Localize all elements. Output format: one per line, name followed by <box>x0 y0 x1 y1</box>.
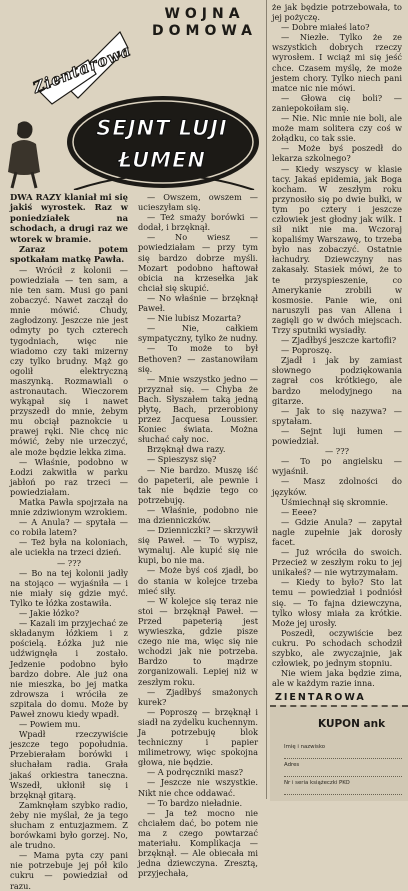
paragraph: — Jakie łóżko? <box>19 608 80 619</box>
paragraph: — Poproszę. <box>281 345 332 356</box>
article-title-line-1: SEJNT LUJI <box>96 116 228 140</box>
article-title-line-2: ŁUMEN <box>118 148 206 172</box>
paragraph: — W kolejce się teraz nie stoi — brzęknął Paweł. — Przed papeterią jest wywieszka, gdzie pisze czego nie ma, więc się nie wchodzi jak nie potrzeba. Bardzo to mądrze zorganizowali. Lepiej niż w zeszłym roku. <box>138 595 258 687</box>
author-signature: ZIENTAROWA <box>275 692 366 703</box>
paragraph: — Nie bardzo. Muszę iść do papeterii, ale pewnie i tak nie będzie tego co potrzebuję. <box>138 464 258 505</box>
paragraph: — Nie, całkiem sympatyczny, tylko że nudny. <box>138 323 258 344</box>
paragraph: — Dobre miałeś lato? <box>281 22 370 33</box>
paragraph: — To bardzo nieładnie. <box>147 797 243 808</box>
paragraph: — ??? <box>325 446 349 457</box>
paragraph: Uśmiechnął się skromnie. <box>281 496 388 507</box>
article-header <box>0 0 262 190</box>
coupon-book-field[interactable] <box>284 780 402 795</box>
series-title-line-1: WOJNA <box>164 6 245 22</box>
paragraph: — Też smaży borówki — dodał, i brzęknął. <box>138 212 258 233</box>
paragraph: Poszedł, oczywiście bez cukru. Po schodach schodził szybko, ale zwyczajnie, jak człowiek, po jednym stopniu. <box>272 627 402 669</box>
paragraph: — No właśnie — brzęknął Paweł. <box>138 292 258 314</box>
paragraph: — Eeee? <box>281 506 317 517</box>
paragraph: — Jak to się nazywa? — spytałam. <box>272 405 402 426</box>
paragraph: — Owszem, owszem — ucieszyłam się. <box>138 192 258 213</box>
coupon-address-field[interactable] <box>284 762 402 777</box>
paragraph: — Powiem mu. <box>19 719 81 730</box>
coupon-name-label: Imię i nazwisko <box>284 744 326 750</box>
coupon-name-line <box>284 751 402 759</box>
paragraph: — Wrócił z kolonii — powiedziała — ten sam, a nie ten sam. Musi go pani zobaczyć. Nawet zaczął do mnie mówić. Chudy, zagłodzony. Jeszcze nie jest odmyty po tych czterech tygodniach, więc nie wiadomo czy taki mizerny czy tylko brudny. Mąż go ogolił elektryczną maszynką. Rozmawiali o astronautach. Wieczorem wykąpał się i nawet przyszedł do mnie, żebym mu obciął paznokcie u prawej ręki. Nie chcę nic mówić, żeby nie urzeczyć, ale może będzie lekka zima. <box>10 264 128 457</box>
paragraph: Zjadł i jak by zamiast słownego podziękowania zagrał cos krótkiego, ale bardzo melodyjnego na gitarze. <box>272 355 402 406</box>
column-divider <box>266 0 267 799</box>
paragraph: — Jeszcze nie wszystkie. Nikt nie chce oddawać. <box>138 777 258 798</box>
paragraph: Wpadł rzeczywiście jeszcze tego popołudnia. Przebierałam borówki i słuchałam radia. Grała jakaś orkiestra taneczna. Wszedł, ukłonił się i brzęknął gitarą. <box>10 729 128 800</box>
paragraph: — Masz zdolności do języków. <box>272 476 402 497</box>
paragraph: — Kiedy to było? Sto lat temu — powiedział i podniósł się. — To fajna dziewczyna, tylko włosy miała za krótkie. Może jej urosły. <box>272 577 402 628</box>
paragraph: — Głowa cię boli? — zaniepokoiłam się. <box>272 92 402 113</box>
paragraph: Zamknęłam szybko radio, żeby nie myślał, że ja tego słucham z entuzjazmem. Z borówkami było gorzej. No, ale trudno. <box>10 799 128 851</box>
paragraph: — Niezłe. Tylko że ze wszystkich dobrych rzeczy wyrosłem. I wciąż mi się jeść chce. Czasem myślę, że może jestem chory. Tylko niech pani matce nic nie mówi. <box>272 32 402 93</box>
paragraph: Matka Pawła spojrzała na mnie zdziwionym wzrokiem. <box>10 497 128 518</box>
coupon-book-line <box>284 787 402 795</box>
coupon-address-line <box>284 769 402 777</box>
paragraph: — Mama pyta czy pani nie potrzebuje jej pół kilo cukru — powiedział od razu. <box>10 850 128 891</box>
paragraph: — To po angielsku — wyjaśnił. <box>272 456 402 477</box>
paragraph: — ??? <box>57 557 81 568</box>
series-title-line-2: DOMOWA <box>152 23 258 39</box>
article-title <box>92 112 232 176</box>
column-2 <box>138 192 258 878</box>
paragraph: — Kiedy wszyscy w klasie tacy. Jakaś epidemia, jak Boga kocham. W zeszłym roku przynosiło się po dwie bułki, w tym po cztery i jeszcze człowiek jest głodny jak wilk. I sił nikt nie ma. Wczoraj kopaliśmy Warszawę, to trzeba było nas zobaczyć. Ostatnie łachudry. Dziewczyny nas zakasały. Stasiek mówi, że to te przyspieszenie, co Amerykanie zrobili w kosmosie. Panie wie, oni naruszyli pas van Allena i zagięli go w dwóch miejscach. Trzy sputniki wysiadły. <box>272 163 402 335</box>
paragraph: — A podręczniki masz? <box>147 767 243 778</box>
paragraph: — Też była na koloniach, ale uciekła na trzeci dzień. <box>10 537 128 558</box>
paragraph: Nie wiem jaka będzie zima, ale w każdym razie inna. <box>272 668 402 689</box>
paragraph: Brzęknął dwa razy. <box>147 444 226 455</box>
paragraph: — Nie. Nic mnie nie boli, ale może mam solitera czy coś w żołądku, co tak ssie. <box>272 113 402 144</box>
paragraph: — Właśnie, podobno w Łodzi zakwitła w parku jabłoń po raz trzeci — powiedziałam. <box>10 456 128 497</box>
paragraph: — Zjadłbyś jeszcze kartofli? <box>281 335 397 346</box>
paragraph: — Bo na tej kolonii jadły na stojąco — wyjaśniła — i nie miały się gdzie myć. Tylko te łóżka zostawiła. <box>10 567 128 608</box>
paragraph: — A Anula? — spytała — co robiła latem? <box>10 517 128 538</box>
column-1-body <box>10 265 128 891</box>
coupon-address-label: Adres <box>284 762 300 768</box>
lead-subparagraph: Zaraz potem spotkałam matkę Pawła. <box>10 244 128 265</box>
paragraph: — Dzienniczki? — skrzywił się Paweł. — To wypisz, wymaluj. Ale kupić się nie kupi, bo nie ma. <box>138 525 258 566</box>
coupon-book-label: Nr i seria książeczki PKO <box>284 780 350 786</box>
series-label: Zientarowa <box>30 41 134 97</box>
paragraph: — Właśnie, podobno nie ma dzienniczków. <box>138 504 258 525</box>
column-1 <box>10 192 128 891</box>
paragraph: — No wiesz — powiedziałam — przy tym się bardzo dobrze myśli. Mozart podobno haftował obicia na krzesełka jak chciał się skupić. <box>138 232 258 293</box>
paragraph: — Zjadłbyś smażonych kurek? <box>138 686 258 707</box>
paragraph: — Mnie wszystko jedno — przyznał się. — Chyba że Bach. Słyszałem taką jedną płytę, Bach, przerobiony przez Jacquesa Loussier. Koniec świata. Można słuchać cały noc. <box>138 373 258 445</box>
column-3 <box>272 2 402 688</box>
paragraph: — To może to był Bethoven? — zastanowiłam się. <box>138 343 258 374</box>
coupon-title: KUPON ank <box>318 718 386 730</box>
lead-paragraph: DWA RAZY klaniał mi się jakiś wyrostek. Raz w poniedziałek na schodach, a drugi raz we wtorek w bramie. <box>10 192 128 244</box>
coupon-name-field[interactable] <box>284 744 402 759</box>
paragraph: — Może byś coś zjadł, bo do stania w kolejce trzeba mieć siły. <box>138 565 258 596</box>
paragraph: że jak będzie potrzebowała, to jej pożyczę. <box>272 2 402 23</box>
paragraph: — Ja też mocno nie chciałem dać, bo potem nie ma z czego powtarzać materiału. Komplikacja — brzęknął. — Ale obiecała mi jedna dziewczyna. Zresztą, przyjechała, <box>138 807 258 879</box>
paragraph: — Spieszysz się? <box>147 454 217 465</box>
paragraph: — Kazali im przyjechać ze składanym łóżkiem i z pościelą. Łóżka już nie udźwignęła i zostało. Jedzenie podobno było bardzo dobre. Ale już ona nie mieszka, bo jej matka zdrowsza i wróciła ze szpitala do domu. Może by Paweł znowu kiedy wpadł. <box>10 618 128 719</box>
paragraph: — Sejnt luji łumen — powiedział. <box>272 425 402 447</box>
paragraph: — Poproszę — brzęknął i siadł na zydelku kuchennym. Ja potrzebuję blok techniczny i papier milimetrowy, więc spokojna głowa, nie będzie. <box>138 706 258 768</box>
paragraph: — Już wróciła do swoich. Przecież w zeszłym roku to jej unikałeś? — nie wytrzymałam. <box>272 547 402 578</box>
paragraph: — Gdzie Anula? — zapytał nagle zupełnie jak dorosły facet. <box>272 516 402 547</box>
paragraph: — Może byś poszedł do lekarza szkolnego? <box>272 143 402 164</box>
paragraph: — Nie lubisz Mozarta? <box>147 313 241 324</box>
